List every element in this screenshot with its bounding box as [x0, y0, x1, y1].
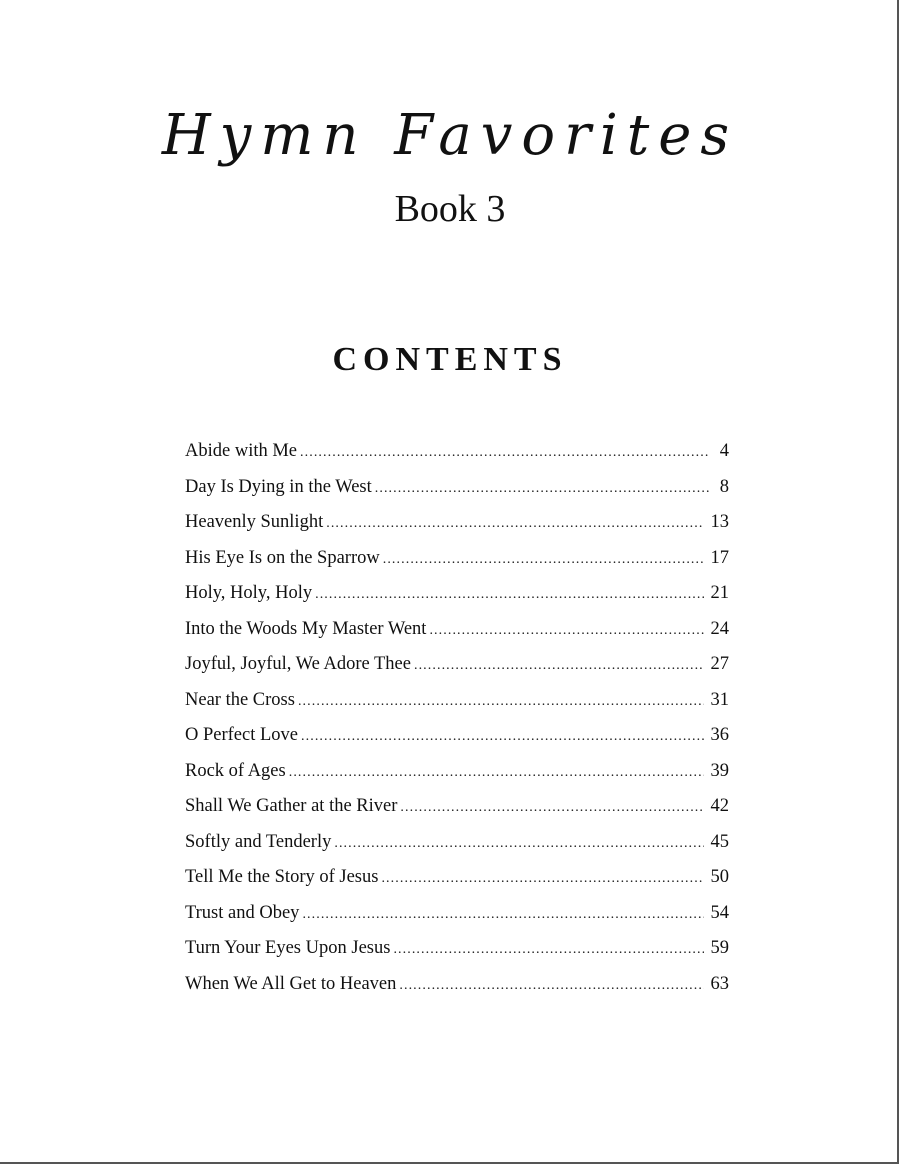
toc-entry-title: His Eye Is on the Sparrow	[185, 547, 380, 568]
toc-entry-page: 42	[710, 796, 729, 816]
toc-entry-title: Into the Woods My Master Went	[185, 618, 427, 639]
toc-entry-title: Near the Cross	[185, 689, 295, 710]
toc-entry-title: Joyful, Joyful, We Adore Thee	[185, 654, 411, 674]
toc-entry-page: 17	[710, 547, 729, 568]
toc-entry	[185, 541, 735, 577]
toc-entry-page: 8	[719, 476, 729, 497]
toc-dot-leader	[300, 434, 710, 470]
toc-entry-page: 13	[710, 512, 729, 532]
book-title: Hymn Favorites	[161, 103, 739, 168]
book-subtitle: Book 3	[394, 188, 506, 230]
toc-dot-leader	[289, 754, 704, 790]
toc-entry	[185, 647, 735, 683]
toc-entry-page: 4	[719, 441, 729, 461]
toc-entry	[185, 470, 735, 506]
toc-dot-leader	[400, 789, 704, 825]
toc-dot-leader	[301, 718, 704, 754]
toc-entry-page: 50	[710, 867, 729, 887]
toc-entry-title: Holy, Holy, Holy	[185, 583, 313, 603]
toc-dot-leader	[315, 576, 704, 612]
toc-entry	[185, 967, 735, 1003]
toc-entry	[185, 718, 735, 754]
toc-entry-title: Softly and Tenderly	[185, 831, 332, 852]
toc-dot-leader	[298, 683, 704, 719]
toc-entry	[185, 434, 735, 470]
toc-dot-leader	[381, 860, 704, 896]
toc-entry-title: Trust and Obey	[185, 902, 300, 923]
toc-entry	[185, 576, 735, 612]
toc-entry-page: 24	[710, 618, 729, 639]
toc-dot-leader	[414, 647, 704, 683]
toc-entry-title: Turn Your Eyes Upon Jesus	[185, 938, 391, 958]
toc-entry	[185, 683, 735, 719]
toc-entry-title: Tell Me the Story of Jesus	[185, 867, 379, 887]
toc-entry-page: 27	[710, 654, 729, 674]
toc-dot-leader	[383, 541, 704, 577]
toc-entry-title: Heavenly Sunlight	[185, 512, 324, 532]
toc-entry-title: Shall We Gather at the River	[185, 796, 398, 816]
toc-dot-leader	[429, 612, 704, 648]
toc-entry-page: 31	[710, 689, 729, 710]
toc-entry-page: 39	[710, 760, 729, 781]
contents-heading: CONTENTS	[332, 341, 568, 378]
toc-entry-page: 63	[710, 973, 729, 994]
toc-entry	[185, 789, 735, 825]
toc-dot-leader	[393, 931, 704, 967]
toc-entry-title: Day Is Dying in the West	[185, 476, 372, 497]
toc-entry-title: Rock of Ages	[185, 760, 286, 781]
toc-entry	[185, 612, 735, 648]
toc-entry-page: 54	[710, 902, 729, 923]
toc-entry-page: 36	[710, 725, 729, 745]
toc-entry-title: When We All Get to Heaven	[185, 973, 397, 994]
toc-entry	[185, 931, 735, 967]
toc-dot-leader	[326, 505, 704, 541]
toc-dot-leader	[375, 470, 710, 506]
toc-entry-page: 59	[710, 938, 729, 958]
table-of-contents	[185, 434, 735, 1002]
toc-entry	[185, 860, 735, 896]
toc-entry-title: Abide with Me	[185, 441, 298, 461]
toc-dot-leader	[302, 896, 704, 932]
toc-entry	[185, 896, 735, 932]
toc-entry-page: 21	[710, 583, 729, 603]
toc-entry	[185, 825, 735, 861]
toc-entry	[185, 505, 735, 541]
toc-entry-page: 45	[710, 831, 729, 852]
toc-entry	[185, 754, 735, 790]
toc-dot-leader	[334, 825, 704, 861]
toc-entry-title: O Perfect Love	[185, 725, 299, 745]
toc-dot-leader	[399, 967, 704, 1003]
